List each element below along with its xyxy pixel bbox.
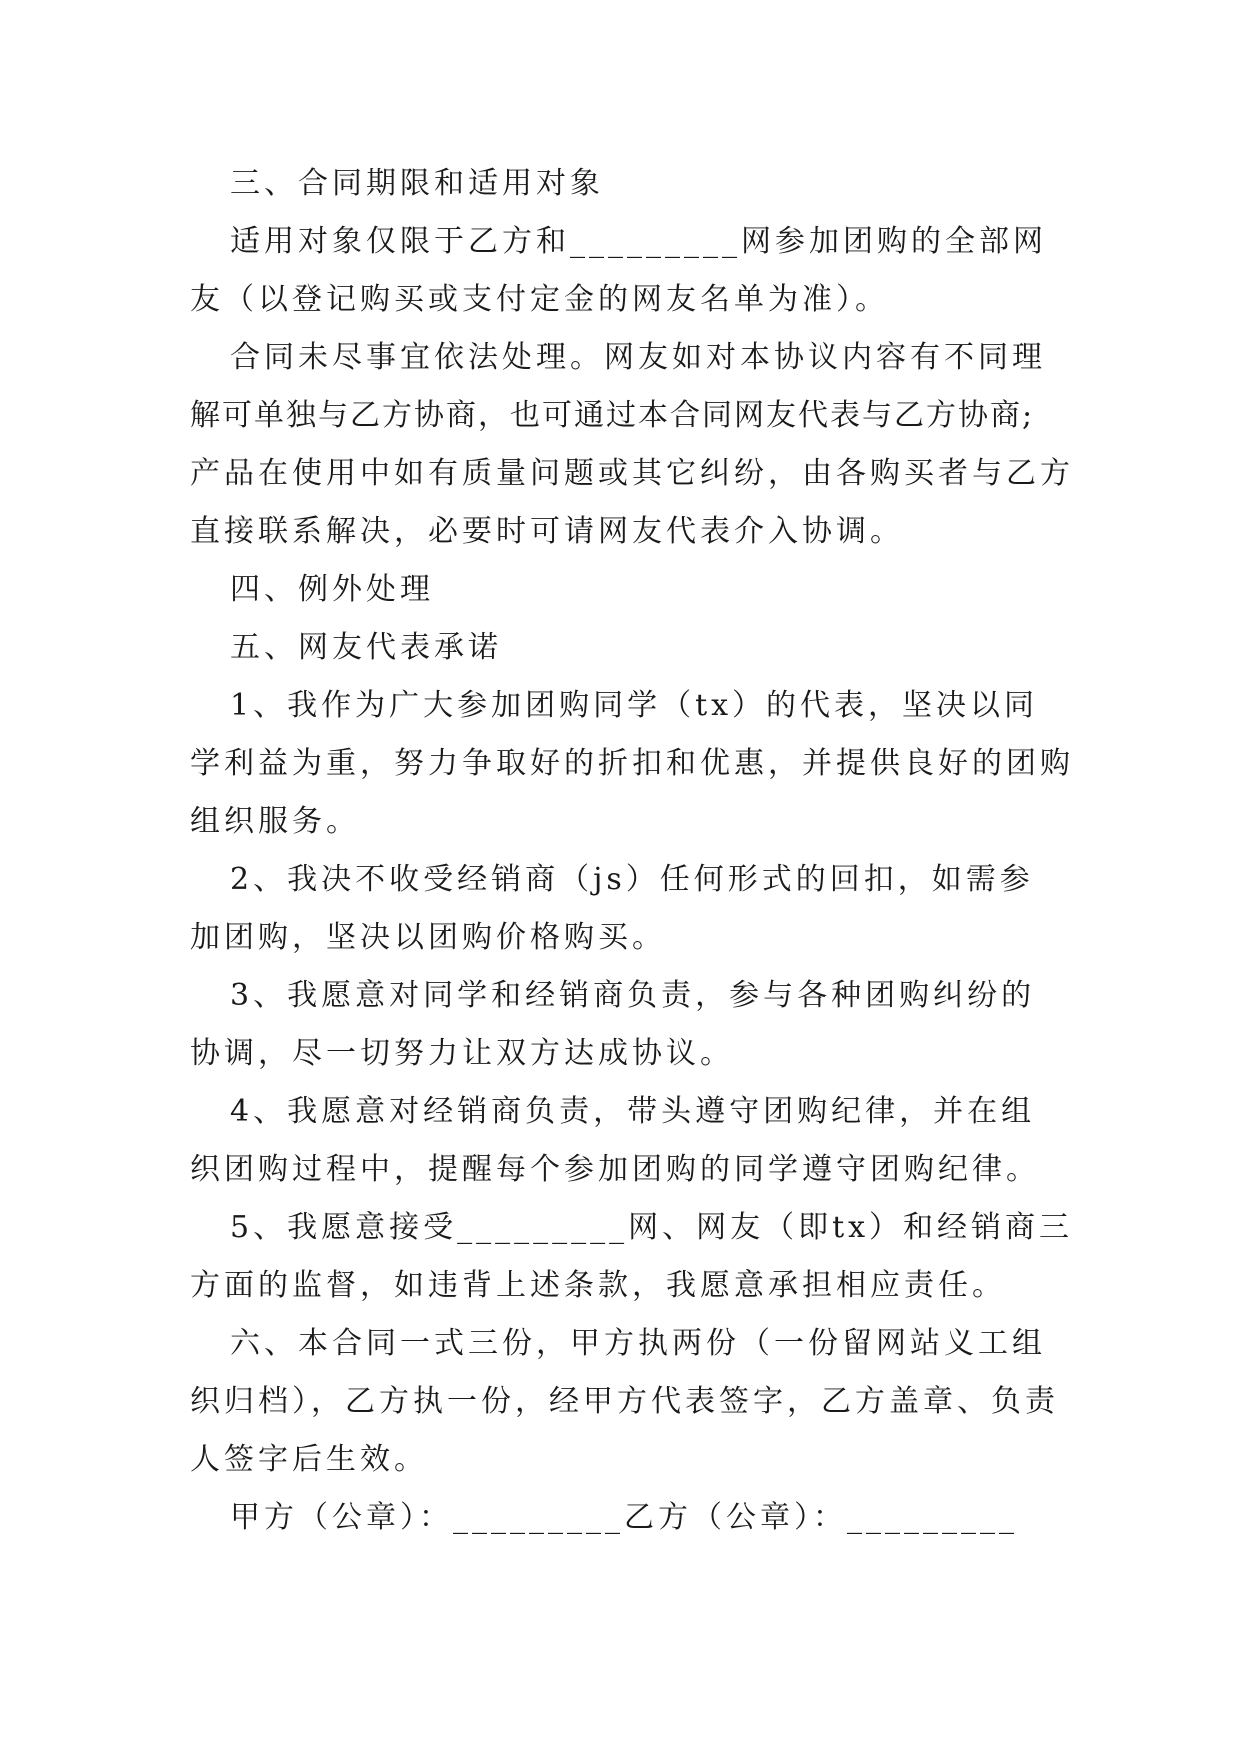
paragraph-line: 友（以登记购买或支付定金的网友名单为准）。 bbox=[190, 282, 889, 317]
paragraph-line: 学利益为重，努力争取好的折扣和优惠，并提供良好的团购 bbox=[190, 746, 1074, 781]
list-item-2: 2、我决不收受经销商（js）任何形式的回扣，如需参 bbox=[230, 862, 1034, 897]
paragraph-line: 适用对象仅限于乙方和_________网参加团购的全部网 bbox=[230, 224, 1047, 259]
paragraph-line: 人签字后生效。 bbox=[190, 1442, 428, 1477]
paragraph-line: 合同未尽事宜依法处理。网友如对本协议内容有不同理 bbox=[230, 340, 1046, 375]
paragraph-line: 方面的监督，如违背上述条款，我愿意承担相应责任。 bbox=[190, 1268, 1006, 1303]
paragraph-line: 加团购，坚决以团购价格购买。 bbox=[190, 920, 666, 955]
list-item-3: 3、我愿意对同学和经销商负责，参与各种团购纠纷的 bbox=[230, 978, 1036, 1013]
document-page bbox=[190, 155, 1074, 1547]
section-heading-6: 六、本合同一式三份，甲方执两份（一份留网站义工组 bbox=[230, 1326, 1046, 1361]
paragraph-line: 产品在使用中如有质量问题或其它纠纷，由各购买者与乙方 bbox=[190, 456, 1074, 491]
paragraph-line: 解可单独与乙方协商，也可通过本合同网友代表与乙方协商; bbox=[190, 398, 1035, 433]
list-item-5: 5、我愿意接受_________网、网友（即tx）和经销商三 bbox=[230, 1210, 1074, 1245]
section-heading-3: 三、合同期限和适用对象 bbox=[230, 166, 604, 201]
section-heading-4: 四、例外处理 bbox=[230, 572, 434, 607]
list-item-1: 1、我作为广大参加团购同学（tx）的代表，坚决以同 bbox=[230, 688, 1039, 723]
paragraph-line: 织归档），乙方执一份，经甲方代表签字，乙方盖章、负责 bbox=[190, 1384, 1059, 1419]
list-item-4: 4、我愿意对经销商负责，带头遵守团购纪律，并在组 bbox=[230, 1094, 1036, 1129]
paragraph-line: 组织服务。 bbox=[190, 804, 360, 839]
section-heading-5: 五、网友代表承诺 bbox=[230, 630, 502, 665]
paragraph-line: 直接联系解决，必要时可请网友代表介入协调。 bbox=[190, 514, 904, 549]
signature-line: 甲方（公章）：_________乙方（公章）：_________ bbox=[230, 1500, 1018, 1535]
paragraph-line: 织团购过程中，提醒每个参加团购的同学遵守团购纪律。 bbox=[190, 1152, 1040, 1187]
paragraph-line: 协调，尽一切努力让双方达成协议。 bbox=[190, 1036, 734, 1071]
